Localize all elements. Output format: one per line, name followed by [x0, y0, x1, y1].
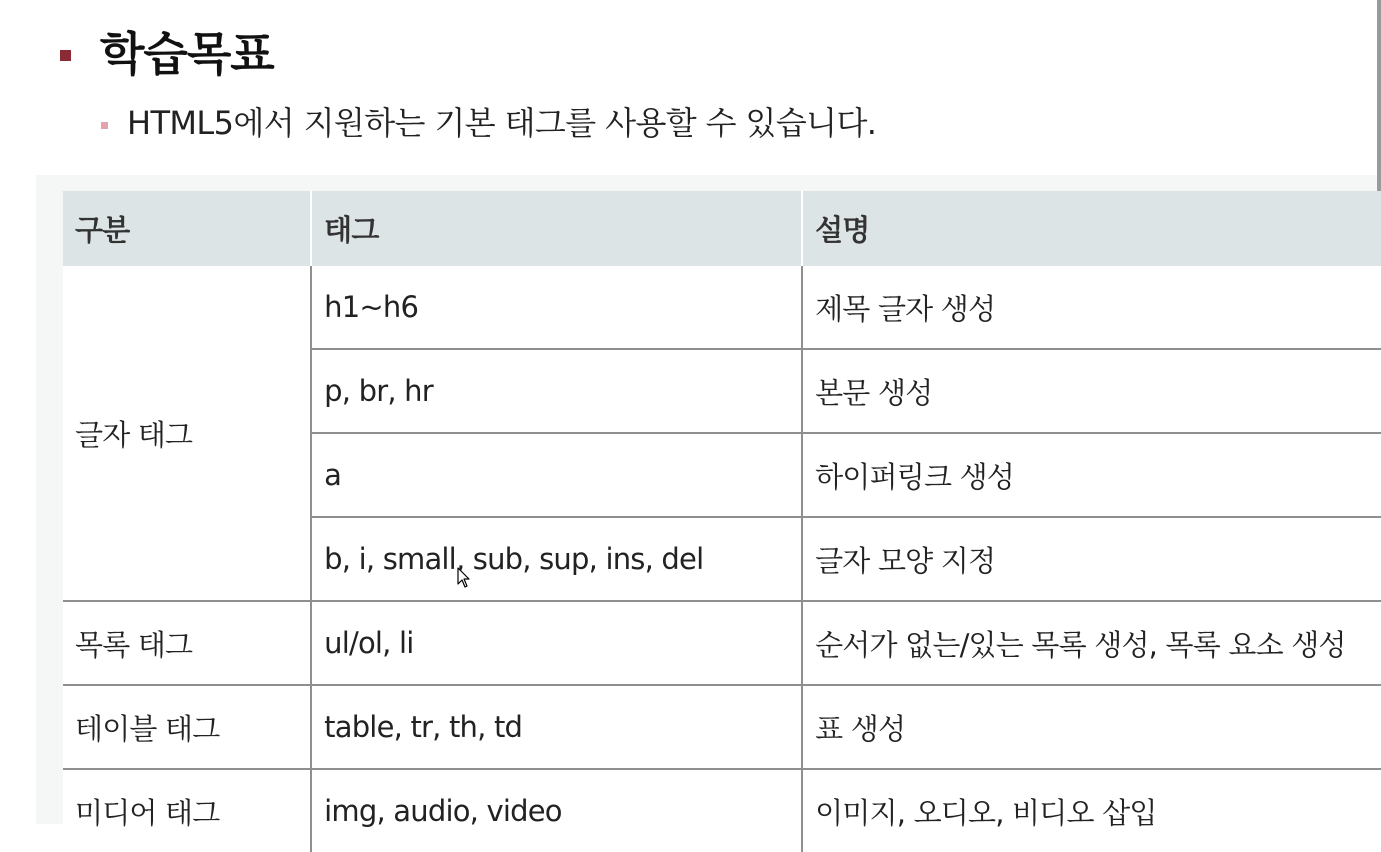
category-cell: 테이블 태그	[63, 685, 311, 769]
page-title: 학습목표	[100, 27, 274, 81]
column-header-category: 구분	[63, 191, 311, 266]
table-row	[63, 769, 1381, 852]
description-cell: 이미지, 오디오, 비디오 삽입	[802, 769, 1381, 852]
table-row	[63, 685, 1381, 769]
description-cell: 본문 생성	[802, 349, 1381, 433]
description-cell: 하이퍼링크 생성	[802, 433, 1381, 517]
tag-cell: table, tr, th, td	[311, 685, 802, 769]
category-cell: 글자 태그	[63, 266, 311, 601]
category-cell: 미디어 태그	[63, 769, 311, 852]
column-header-description: 설명	[802, 191, 1381, 266]
column-header-tag: 태그	[311, 191, 802, 266]
learning-objective: HTML5에서 지원하는 기본 태그를 사용할 수 있습니다.	[127, 104, 877, 142]
description-cell: 표 생성	[802, 685, 1381, 769]
tag-cell: b, i, small, sub, sup, ins, del	[311, 517, 802, 601]
table-row	[63, 266, 1381, 349]
description-cell: 제목 글자 생성	[802, 266, 1381, 349]
category-cell: 목록 태그	[63, 601, 311, 685]
html-tag-table	[63, 191, 1381, 852]
description-cell: 글자 모양 지정	[802, 517, 1381, 601]
description-cell: 순서가 없는/있는 목록 생성, 목록 요소 생성	[802, 601, 1381, 685]
tag-cell: h1~h6	[311, 266, 802, 349]
tag-cell: img, audio, video	[311, 769, 802, 852]
subtitle-bullet-icon	[101, 122, 108, 129]
table-header-row	[63, 191, 1381, 266]
tag-cell: ul/ol, li	[311, 601, 802, 685]
title-bullet-icon	[60, 50, 71, 61]
tag-cell: a	[311, 433, 802, 517]
mouse-cursor-icon	[457, 567, 471, 589]
tag-cell: p, br, hr	[311, 349, 802, 433]
table-row	[63, 601, 1381, 685]
